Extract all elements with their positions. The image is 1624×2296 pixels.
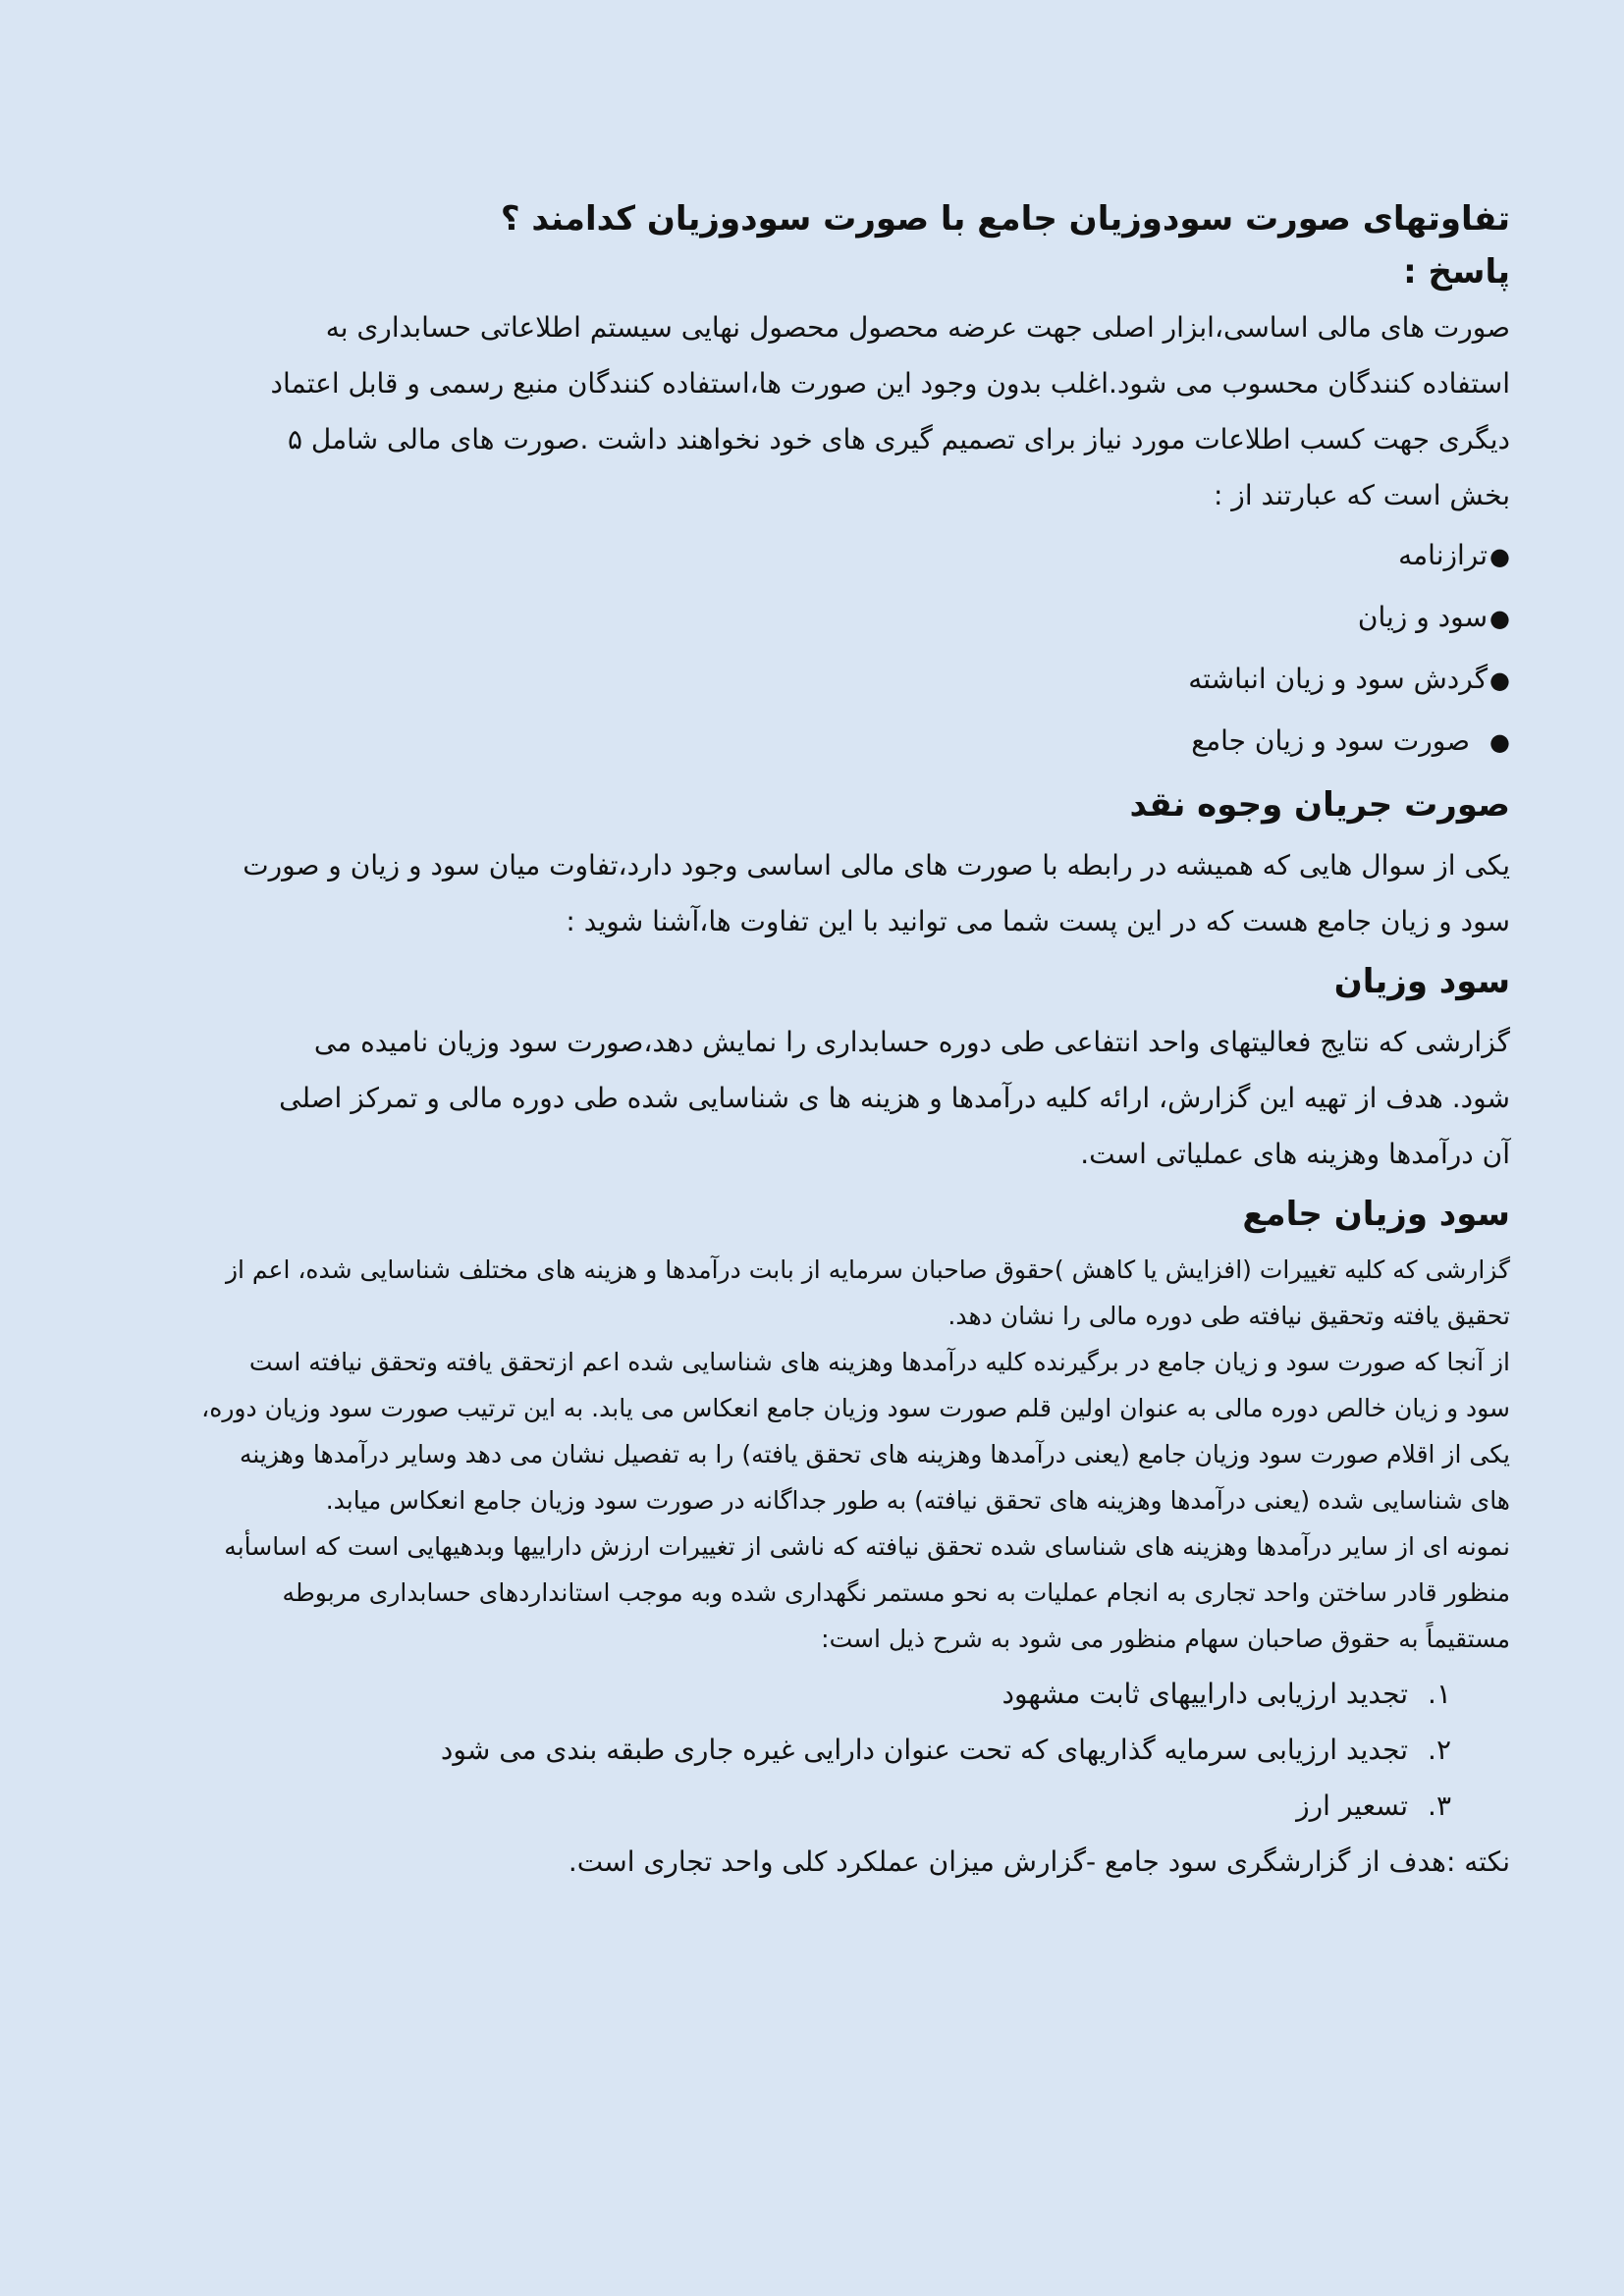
cash-flow-heading: صورت جریان وجوه نقد — [1129, 785, 1510, 825]
list-item — [116, 525, 1510, 587]
cash-flow-paragraph — [116, 837, 1510, 949]
document-page — [116, 191, 1510, 1890]
comprehensive-line: گزارشی که کلیه تغییرات (افزایش یا کاهش )حقوق صاحبان سرمایه از بابت درآمدها و هزینه های مختلف شناسایی شده، اعم از — [225, 1255, 1510, 1284]
comprehensive-income-heading: سود وزیان جامع — [1242, 1195, 1510, 1234]
list-item — [116, 649, 1510, 711]
comprehensive-line: از آنجا که صورت سود و زیان جامع در برگیرنده کلیه درآمدها وهزینه های شناسایی شده اعم ازتحقق یافته وتحقق نیافته است — [248, 1348, 1510, 1376]
cash-flow-line: سود و زیان جامع هست که در این پست شما می توانید با این تفاوت ها،آشنا شوید : — [566, 905, 1510, 937]
intro-line: استفاده کنندگان محسوب می شود.اغلب بدون وجود این صورت ها،استفاده کنندگان منبع رسمی و قابل اعتماد — [270, 367, 1510, 400]
profit-loss-paragraph — [116, 1014, 1510, 1182]
item-text: تجدید ارزیابی سرمایه گذاریهای که تحت عنوان دارایی غیره جاری طبقه بندی می شود — [440, 1734, 1408, 1766]
numbered-item — [116, 1778, 1451, 1834]
comprehensive-line: های شناسایی شده (یعنی درآمدها وهزینه های تحقق نیافته) به طور جداگانه در صورت سود وزیان جامع انعکاس میابد. — [325, 1486, 1510, 1515]
item-text: تجدید ارزیابی داراییهای ثابت مشهود — [1001, 1678, 1408, 1710]
item-number: ۱. — [1428, 1678, 1451, 1710]
numbered-item — [116, 1722, 1451, 1778]
bullet-icon: ● — [1489, 605, 1510, 632]
comprehensive-income-paragraph — [116, 1247, 1510, 1662]
intro-line: بخش است که عبارتند از : — [1213, 479, 1510, 511]
list-item-text: سود و زیان — [1357, 601, 1489, 633]
answer-label: پاسخ : — [1403, 252, 1510, 292]
profit-loss-line: گزارشی که نتایج فعالیتهای واحد انتفاعی طی دوره حسابداری را نمایش دهد،صورت سود وزیان نامیده می — [313, 1026, 1510, 1058]
comprehensive-line: سود و زیان خالص دوره مالی به عنوان اولین قلم صورت سود وزیان جامع انعکاس می یابد. به این ترتیب صورت سود وزیان دوره، — [201, 1394, 1510, 1422]
numbered-item — [116, 1666, 1451, 1722]
profit-loss-line: شود. هدف از تهیه این گزارش، ارائه کلیه درآمدها و هزینه ها ی شناسایی شده طی دوره مالی و تمرکز اصلی — [279, 1082, 1510, 1114]
list-item — [116, 587, 1510, 649]
item-text: تسعیر ارز — [1296, 1789, 1408, 1822]
bullet-icon: ● — [1489, 667, 1510, 694]
list-item-text: صورت سود و زیان جامع — [1191, 724, 1471, 757]
comprehensive-line: نمونه ای از سایر درآمدها وهزینه های شناسای شده تحقق نیافته که ناشی از تغییرات ارزش داراییها وبدهیهایی است که اساسأبه — [224, 1532, 1510, 1561]
comprehensive-line: مستقیماً به حقوق صاحبان سهام منظور می شود به شرح ذیل است: — [821, 1625, 1510, 1653]
intro-line: صورت های مالی اساسی،ابزار اصلی جهت عرضه محصول محصول نهایی سیستم اطلاعاتی حسابداری به — [325, 311, 1510, 344]
bullet-icon: ● — [1489, 543, 1510, 570]
statements-list — [116, 525, 1510, 773]
list-item-text: گردش سود و زیان انباشته — [1188, 663, 1489, 695]
profit-loss-line: آن درآمدها وهزینه های عملیاتی است. — [1080, 1138, 1510, 1170]
intro-paragraph — [116, 299, 1510, 523]
intro-line: دیگری جهت کسب اطلاعات مورد نیاز برای تصمیم گیری های خود نخواهند داشت .صورت های مالی شامل ۵ — [287, 423, 1510, 455]
comprehensive-line: یکی از اقلام صورت سود وزیان جامع (یعنی درآمدها وهزینه های تحقق یافته) را به تفصیل نشان می دهد وسایر درآمدها وهزینه — [239, 1440, 1510, 1468]
list-item-text: ترازنامه — [1398, 539, 1489, 571]
profit-loss-heading: سود وزیان — [1333, 962, 1510, 1001]
note-line: نکته :هدف از گزارشگری سود جامع -گزارش میزان عملکرد کلی واحد تجاری است. — [568, 1845, 1510, 1878]
bullet-icon: ● — [1489, 728, 1510, 756]
item-number: ۳. — [1428, 1789, 1451, 1822]
comprehensive-line: منظور قادر ساختن واحد تجاری به انجام عملیات به نحو مستمر نگهداری شده وبه موجب استانداردهای حسابداری مربوطه — [282, 1578, 1510, 1607]
list-item — [116, 711, 1510, 773]
examples-list — [116, 1666, 1510, 1834]
cash-flow-line: یکی از سوال هایی که همیشه در رابطه با صورت های مالی اساسی وجود دارد،تفاوت میان سود و زیان و صورت — [243, 849, 1510, 881]
comprehensive-line: تحقیق یافته وتحقیق نیافته طی دوره مالی را نشان دهد. — [947, 1302, 1510, 1330]
item-number: ۲. — [1428, 1734, 1451, 1766]
page-title: تفاوتهای صورت سودوزیان جامع با صورت سودوزیان کدامند ؟ — [500, 199, 1510, 239]
